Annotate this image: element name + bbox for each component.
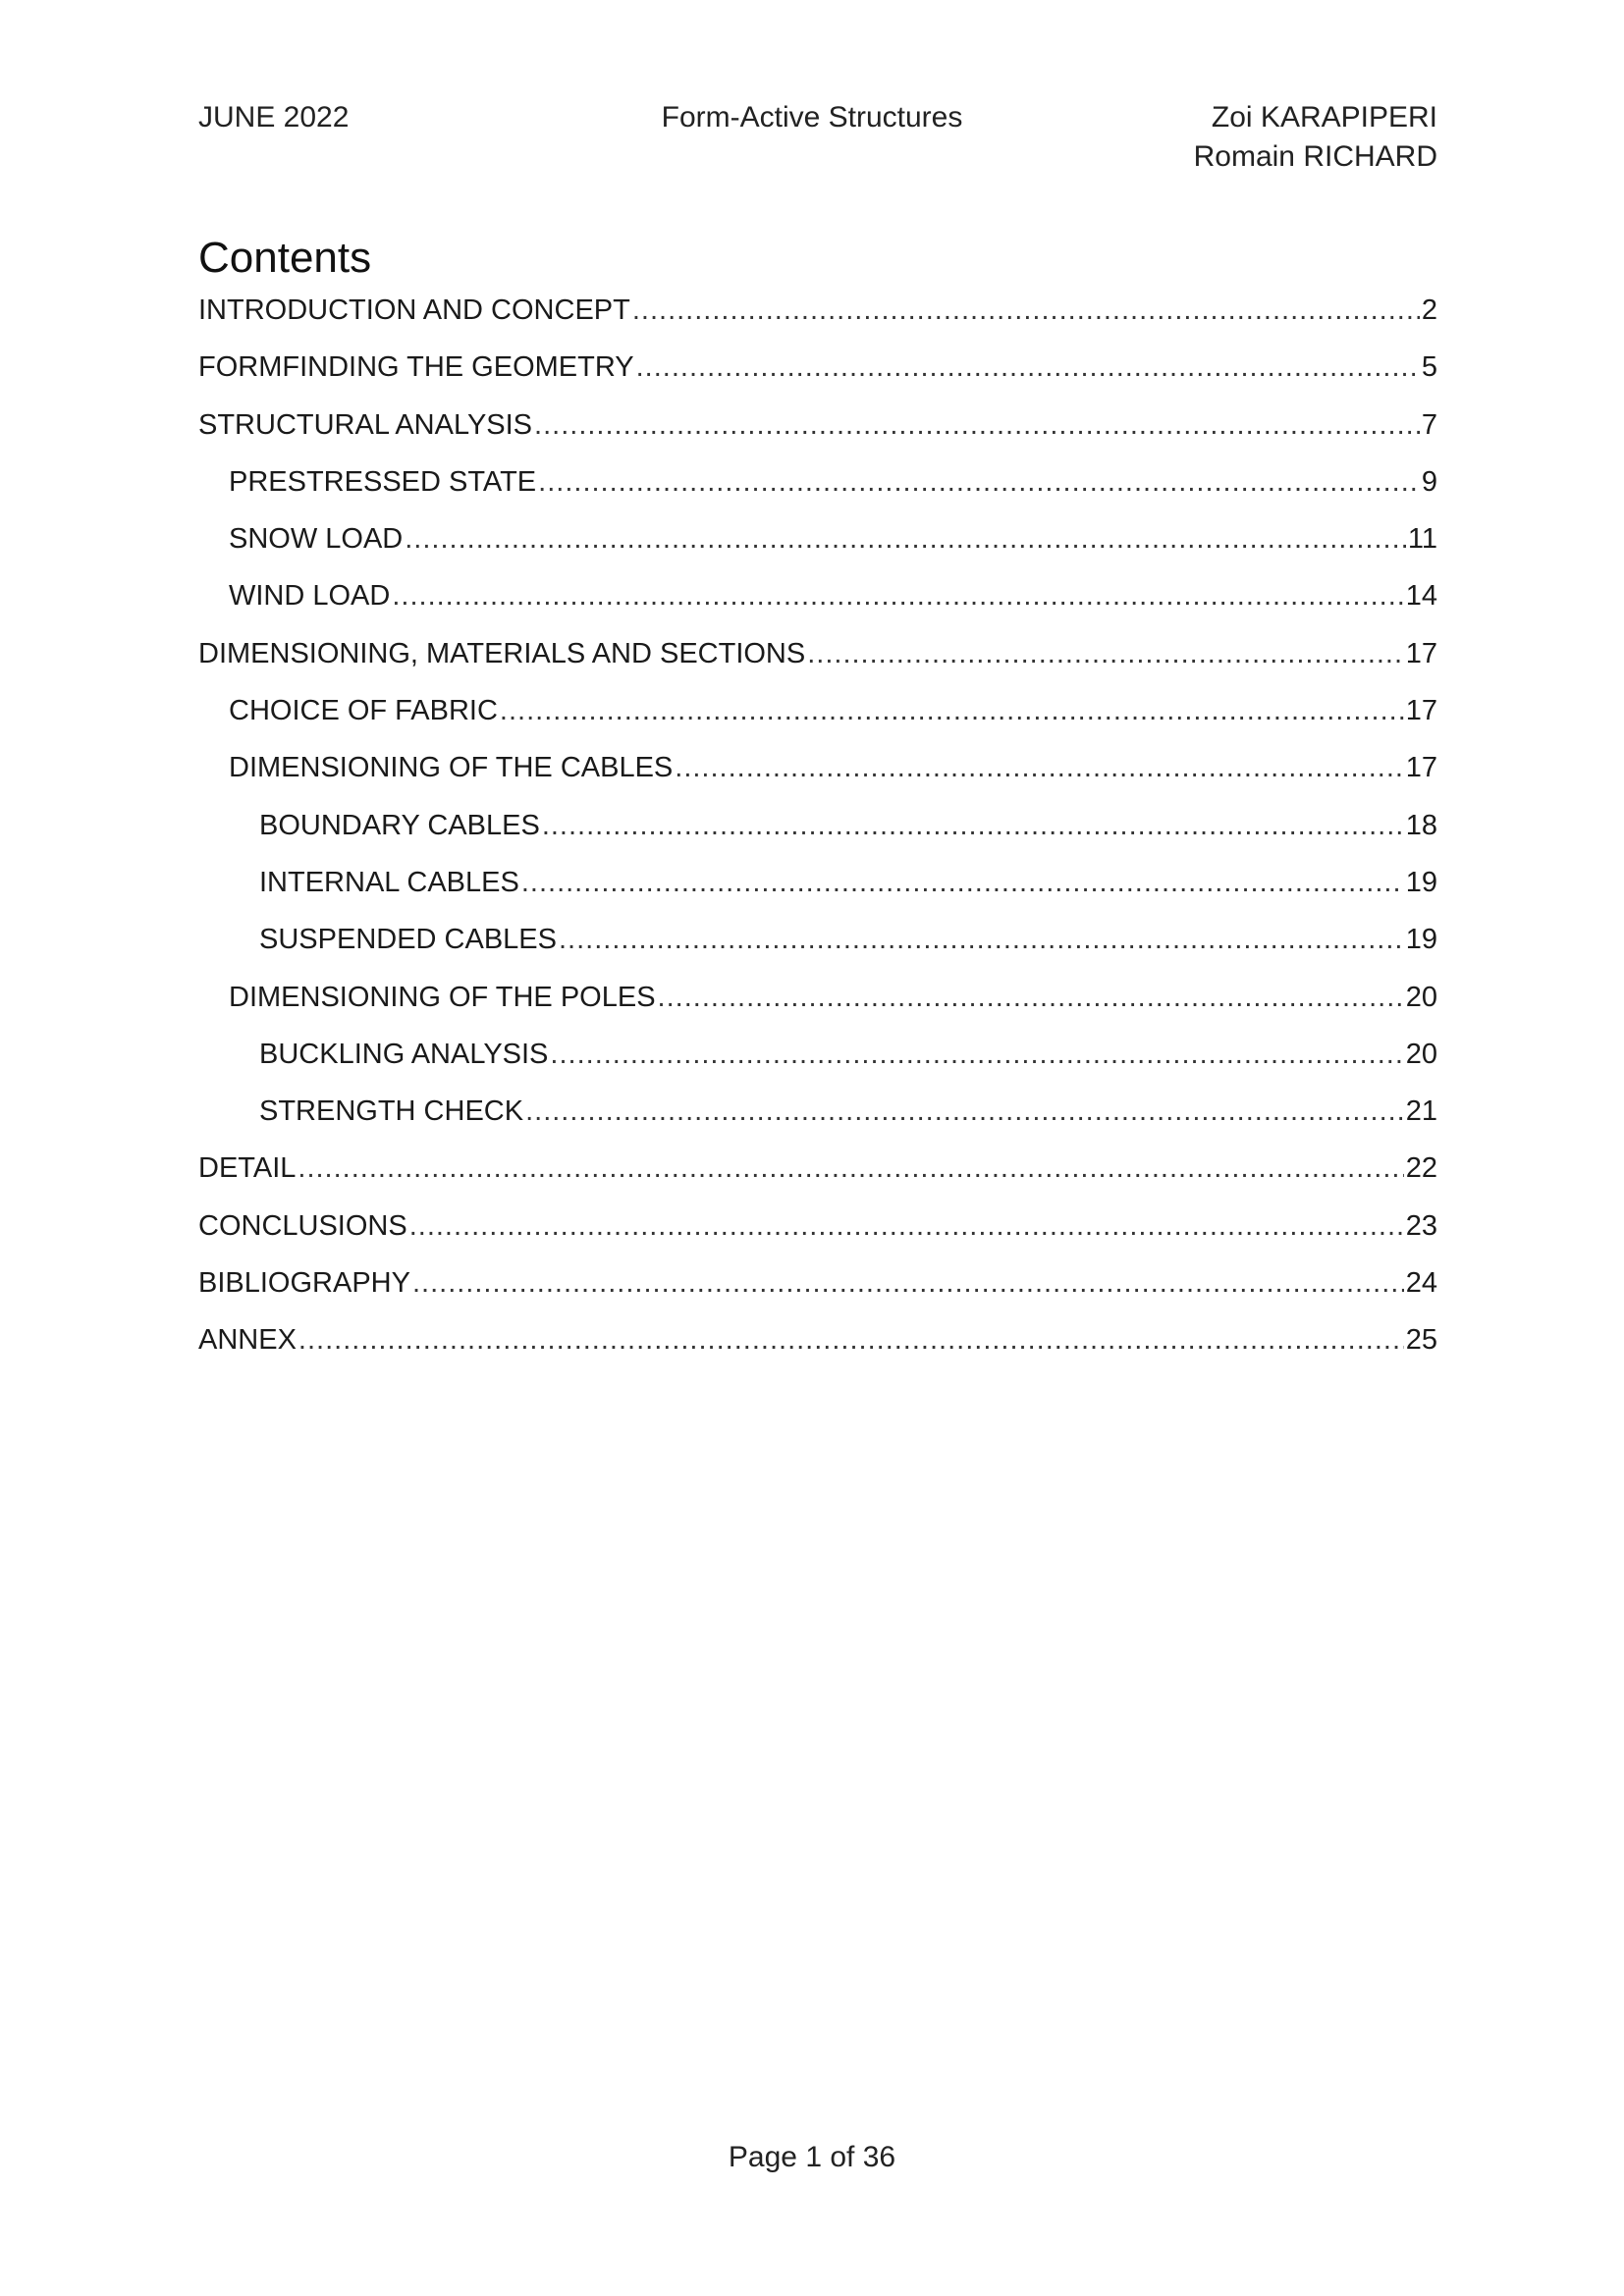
toc-entry-title[interactable]: PRESTRESSED STATE bbox=[229, 465, 537, 498]
toc-leader-dots bbox=[521, 863, 1404, 902]
toc-entry[interactable] bbox=[198, 1263, 1437, 1320]
toc-entry-title[interactable]: STRENGTH CHECK bbox=[259, 1095, 524, 1128]
toc-entry-page[interactable]: 2 bbox=[1421, 294, 1437, 326]
toc-entry-title[interactable]: CONCLUSIONS bbox=[198, 1209, 407, 1242]
toc-entry-page[interactable]: 11 bbox=[1407, 523, 1437, 556]
header-author-2: Romain RICHARD bbox=[1193, 140, 1437, 173]
toc-entry-title[interactable]: DIMENSIONING OF THE POLES bbox=[229, 981, 656, 1013]
toc-leader-dots bbox=[500, 691, 1404, 730]
toc-entry-page[interactable]: 20 bbox=[1405, 981, 1437, 1013]
toc-entry[interactable] bbox=[198, 405, 1437, 462]
toc-entry-page[interactable]: 25 bbox=[1405, 1324, 1437, 1357]
toc-leader-dots bbox=[675, 748, 1403, 787]
header-author-1: Zoi KARAPIPERI bbox=[1211, 101, 1437, 133]
toc-entry-page[interactable]: 23 bbox=[1405, 1209, 1437, 1242]
toc-entry-title[interactable]: STRUCTURAL ANALYSIS bbox=[198, 408, 533, 441]
toc-entry-title[interactable]: INTERNAL CABLES bbox=[259, 866, 519, 898]
page-number: Page 1 of 36 bbox=[728, 2141, 896, 2173]
toc-entry[interactable] bbox=[198, 920, 1437, 977]
toc-entry-title[interactable]: BIBLIOGRAPHY bbox=[198, 1267, 410, 1300]
toc-leader-dots bbox=[298, 1148, 1403, 1188]
toc-entry-title[interactable]: ANNEX bbox=[198, 1324, 297, 1357]
toc-entry-page[interactable]: 24 bbox=[1405, 1267, 1437, 1300]
toc-leader-dots bbox=[525, 1092, 1404, 1131]
toc-entry[interactable] bbox=[198, 634, 1437, 691]
toc-entry-page[interactable]: 22 bbox=[1405, 1152, 1437, 1185]
header-authors bbox=[1194, 98, 1437, 177]
toc-entry[interactable] bbox=[198, 347, 1437, 404]
toc-entry-page[interactable]: 7 bbox=[1421, 408, 1437, 441]
toc-entry-page[interactable]: 19 bbox=[1405, 924, 1437, 956]
toc-entry[interactable] bbox=[198, 291, 1437, 347]
toc-entry-title[interactable]: FORMFINDING THE GEOMETRY bbox=[198, 351, 634, 384]
toc-entry[interactable] bbox=[198, 462, 1437, 519]
toc-entry-page[interactable]: 18 bbox=[1405, 809, 1437, 841]
toc-entry-title[interactable]: WIND LOAD bbox=[229, 580, 391, 613]
toc-leader-dots bbox=[538, 462, 1420, 502]
toc-entry-page[interactable]: 17 bbox=[1405, 637, 1437, 669]
toc-leader-dots bbox=[559, 920, 1404, 959]
toc-entry-title[interactable]: DETAIL bbox=[198, 1152, 297, 1185]
toc-entry-title[interactable]: DIMENSIONING, MATERIALS AND SECTIONS bbox=[198, 637, 806, 669]
toc-entry[interactable] bbox=[198, 978, 1437, 1035]
toc-entry[interactable] bbox=[198, 576, 1437, 633]
toc-heading: Contents bbox=[198, 234, 372, 282]
toc-entry-page[interactable]: 17 bbox=[1405, 752, 1437, 784]
table-of-contents bbox=[198, 291, 1437, 1378]
toc-leader-dots bbox=[534, 405, 1420, 445]
header-date: JUNE 2022 bbox=[198, 101, 350, 133]
toc-leader-dots bbox=[550, 1035, 1403, 1074]
toc-entry-page[interactable]: 19 bbox=[1405, 866, 1437, 898]
toc-entry-page[interactable]: 14 bbox=[1405, 580, 1437, 613]
toc-entry[interactable] bbox=[198, 1320, 1437, 1377]
toc-leader-dots bbox=[807, 634, 1404, 673]
toc-entry-title[interactable]: BOUNDARY CABLES bbox=[259, 809, 540, 841]
toc-entry-title[interactable]: DIMENSIONING OF THE CABLES bbox=[229, 752, 674, 784]
toc-entry[interactable] bbox=[198, 748, 1437, 805]
toc-entry-title[interactable]: BUCKLING ANALYSIS bbox=[259, 1038, 549, 1070]
toc-leader-dots bbox=[542, 806, 1404, 845]
toc-entry[interactable] bbox=[198, 691, 1437, 748]
toc-entry-page[interactable]: 9 bbox=[1421, 465, 1437, 498]
toc-entry[interactable] bbox=[198, 863, 1437, 920]
toc-leader-dots bbox=[405, 519, 1406, 559]
toc-entry-page[interactable]: 20 bbox=[1405, 1038, 1437, 1070]
toc-leader-dots bbox=[658, 978, 1404, 1017]
toc-leader-dots bbox=[298, 1320, 1404, 1360]
toc-leader-dots bbox=[636, 347, 1420, 387]
toc-entry[interactable] bbox=[198, 806, 1437, 863]
toc-leader-dots bbox=[409, 1206, 1404, 1246]
toc-entry-title[interactable]: SNOW LOAD bbox=[229, 523, 404, 556]
toc-entry-page[interactable]: 5 bbox=[1421, 351, 1437, 384]
toc-entry-page[interactable]: 21 bbox=[1405, 1095, 1437, 1128]
toc-leader-dots bbox=[412, 1263, 1404, 1303]
toc-entry-title[interactable]: INTRODUCTION AND CONCEPT bbox=[198, 294, 630, 326]
toc-leader-dots bbox=[632, 291, 1420, 330]
toc-entry-title[interactable]: SUSPENDED CABLES bbox=[259, 924, 557, 956]
toc-leader-dots bbox=[392, 576, 1403, 615]
toc-entry[interactable] bbox=[198, 1148, 1437, 1205]
toc-entry[interactable] bbox=[198, 1206, 1437, 1263]
toc-entry[interactable] bbox=[198, 1092, 1437, 1148]
toc-entry-title[interactable]: CHOICE OF FABRIC bbox=[229, 695, 498, 727]
toc-entry-page[interactable]: 17 bbox=[1405, 695, 1437, 727]
toc-entry[interactable] bbox=[198, 1035, 1437, 1092]
toc-entry[interactable] bbox=[198, 519, 1437, 576]
header-title: Form-Active Structures bbox=[661, 101, 963, 133]
